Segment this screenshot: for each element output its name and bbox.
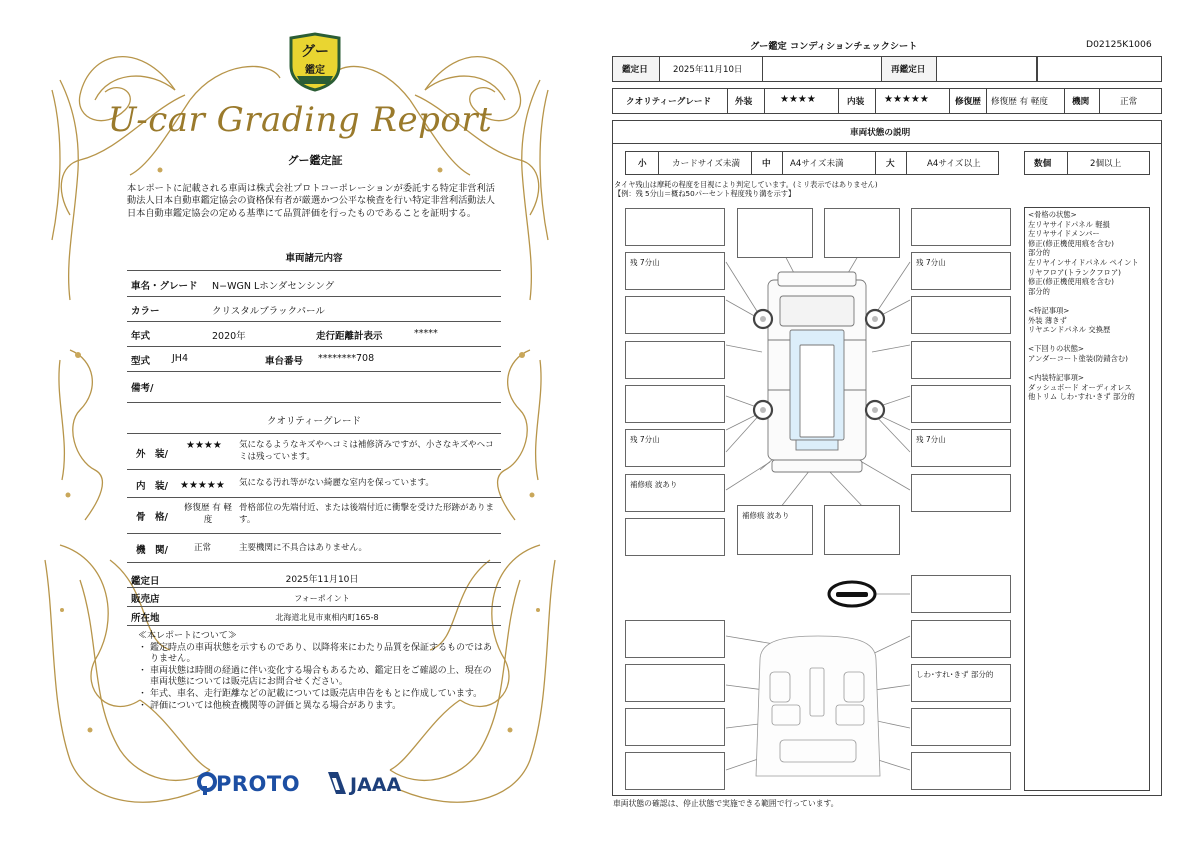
chassis-value: ********708 <box>318 353 375 364</box>
note-item: ・ 年式、車名、走行距離などの記載については販売店申告をもとに作成しています。 <box>138 688 483 699</box>
year-value: 2020年 <box>212 331 246 342</box>
quality-heading: クオリティーグレード <box>266 416 362 427</box>
sheet-repair-value: 修復歴 有 軽度 <box>991 97 1049 107</box>
interior-box <box>911 752 1011 790</box>
address-value: 北海道北見市東相内町165-8 <box>275 613 379 622</box>
damage-box <box>625 341 725 379</box>
quality-label: クオリティーグレード <box>626 97 712 107</box>
damage-box-rear-center: 補修痕 波あり <box>737 505 813 555</box>
interior-box-right: しわ･すれ･きず 部分的 <box>911 664 1011 702</box>
sheet-interior-label: 内装 <box>847 97 865 107</box>
damage-box <box>824 505 900 555</box>
interior-desc: 気になる汚れ等がない綺麗な室内を保っています。 <box>239 478 434 488</box>
reinspect-label: 再鑑定日 <box>891 65 926 75</box>
interior-box <box>911 708 1011 746</box>
jaaa-logo: JAAA <box>350 774 402 796</box>
report-notes <box>138 631 498 712</box>
damage-box <box>911 341 1011 379</box>
badge-text-top: グー <box>301 44 329 60</box>
engine-desc: 主要機関に不具合はありません。 <box>239 543 368 553</box>
sheet-title: グー鑑定 コンディションチェックシート <box>750 41 918 52</box>
divider <box>127 562 501 563</box>
tire-note-2: 【例：残 5分山＝概ね50パーセント程度残り溝を示す】 <box>614 189 796 198</box>
divider <box>127 625 501 626</box>
damage-box-tire-fr: 残 7分山 <box>911 252 1011 290</box>
sheet-date-value: 2025年11月10日 <box>673 65 743 75</box>
damage-box-tire-rl: 残 7分山 <box>625 429 725 467</box>
damage-box <box>625 296 725 334</box>
certificate-body: 本レポートに記載される車両は株式会社プロトコーポレーションが委託する特定非営利活動法人日本自動車鑑定協会の資格保有者が厳選かつ公平な検査を行い特定非営利活動法人日本自動車鑑定協会の定める基準にて品質評価を行ったものであることを証明する。 <box>127 183 495 219</box>
damage-box <box>737 208 813 258</box>
sheet-engine-label: 機関 <box>1072 97 1090 107</box>
damage-box <box>911 575 1011 613</box>
legend-large: 大 <box>886 159 895 169</box>
mileage-label: 走行距離計表示 <box>316 331 383 342</box>
notes-heading: ≪本レポートについて≫ <box>138 631 237 641</box>
divider <box>127 321 501 322</box>
divider <box>127 587 501 588</box>
legend-small-desc: カードサイズ未満 <box>672 159 741 169</box>
divider <box>127 533 501 534</box>
sheet-date-label: 鑑定日 <box>622 65 648 75</box>
goo-kantei-badge <box>287 32 343 92</box>
shop-label: 販売店 <box>131 594 160 605</box>
divider <box>127 270 501 271</box>
sheet-exterior-label: 外装 <box>735 97 753 107</box>
damage-box-tire-rr: 残 7分山 <box>911 429 1011 467</box>
script-title: U-car Grading Report <box>107 100 493 140</box>
proto-logo-icon <box>196 772 218 796</box>
damage-box-rear-left: 補修痕 波あり <box>625 474 725 512</box>
engine-grade: 正常 <box>194 543 212 553</box>
badge-text-bottom: 鑑定 <box>305 65 325 76</box>
divider <box>127 469 501 470</box>
condition-notes: <骨格の状態> 左リヤサイドパネル 軽損 左リヤサイドメンバー 修正(修正機使用痕を含む) 部分的 左リヤインサイドパネル ペイント リヤフロア(トランクフロア) 修正(修正機使用痕を含む) 部分的 <特記事項> 外装 薄きず リヤエンドパネル 交換歴 <下回りの状態> アンダーコート塗装(防錆含む) <内装特記事項> ダッシュボード オーディオレス 他トリム しわ･すれ･きず 部分的 <box>1028 210 1139 402</box>
frame-label: 骨 格/ <box>136 512 168 523</box>
chassis-label: 車台番号 <box>265 356 304 367</box>
engine-label: 機 関/ <box>136 545 168 556</box>
damage-box-tire-fl: 残 7分山 <box>625 252 725 290</box>
car-interior-view <box>756 636 880 776</box>
mileage-value: ***** <box>414 328 438 339</box>
date-label: 鑑定日 <box>131 576 160 587</box>
condition-check-sheet <box>600 0 1200 848</box>
frame-desc: 骨格部位の先端付近、または後端付近に衝撃を受けた形跡があります。 <box>239 503 495 525</box>
note-item: ・ 評価については他検査機関等の評価と異なる場合があります。 <box>138 700 402 711</box>
sheet-interior-grade: ★★★★★ <box>884 94 929 105</box>
car-top-view <box>768 272 866 472</box>
interior-box <box>911 620 1011 658</box>
sheet-repair-label: 修復歴 <box>955 97 981 107</box>
damage-box <box>824 208 900 258</box>
sheet-footer-note: 車両状態の確認は、停止状態で実施できる範囲で行っています。 <box>613 799 839 808</box>
year-label: 年式 <box>131 331 151 342</box>
interior-box <box>625 664 725 702</box>
damage-box <box>911 208 1011 246</box>
damage-box <box>625 518 725 556</box>
exterior-grade: ★★★★ <box>186 440 222 451</box>
divider <box>127 346 501 347</box>
address-label: 所在地 <box>131 613 160 624</box>
condition-heading: 車両状態の説明 <box>850 128 911 138</box>
model-value: JH4 <box>172 353 188 364</box>
interior-box <box>625 752 725 790</box>
interior-label: 内 装/ <box>136 481 168 492</box>
legend-small: 小 <box>638 159 647 169</box>
car-name-value: N−WGN Lホンダセンシング <box>212 281 335 292</box>
divider <box>127 296 501 297</box>
interior-box <box>625 620 725 658</box>
interior-grade: ★★★★★ <box>180 480 225 491</box>
note-item: ・ 車両状態は時間の経過に伴い変化する場合もあるため、鑑定日をご確認の上、現在の車両状態については販売店にお問合せください。 <box>138 665 492 688</box>
exterior-desc: 気になるようなキズやヘコミは補修済みですが、小さなキズやヘコミは残っています。 <box>239 440 494 462</box>
damage-box <box>911 296 1011 334</box>
color-value: クリスタルブラックパール <box>212 306 325 317</box>
divider <box>127 371 501 372</box>
damage-box <box>625 385 725 423</box>
damage-box <box>911 474 1011 512</box>
interior-box <box>625 708 725 746</box>
divider <box>127 433 501 434</box>
legend-count-desc: 2個以上 <box>1090 159 1122 169</box>
damage-box <box>625 208 725 246</box>
legend-large-desc: A4サイズ以上 <box>927 159 981 169</box>
legend-mid-desc: A4サイズ未満 <box>790 159 844 169</box>
certificate-title: グー鑑定証 <box>287 154 343 167</box>
remarks-label: 備考/ <box>131 383 154 394</box>
sheet-engine-value: 正常 <box>1120 97 1138 107</box>
frame-grade: 修復歴 有 軽度 <box>184 503 232 525</box>
jaaa-logo-icon <box>326 770 348 796</box>
exterior-label: 外 装/ <box>136 449 168 460</box>
sheet-exterior-grade: ★★★★ <box>780 94 816 105</box>
car-name-label: 車名・グレード <box>131 281 198 292</box>
divider <box>127 402 501 403</box>
shop-value: フォーポイント <box>294 594 350 603</box>
tire-note-1: タイヤ残山は摩耗の程度を目視により判定しています。(ミリ表示ではありません) <box>614 180 878 189</box>
divider <box>127 497 501 498</box>
divider <box>127 606 501 607</box>
damage-box <box>911 385 1011 423</box>
model-label: 型式 <box>131 356 151 367</box>
proto-logo: PROTO <box>216 772 301 796</box>
note-item: ・ 鑑定時点の車両状態を示すものであり、以降将来にわたり品質を保証するものではありません。 <box>138 642 493 665</box>
legend-count: 数個 <box>1034 159 1052 169</box>
color-label: カラー <box>131 306 160 317</box>
spec-heading: 車両諸元内容 <box>285 253 343 264</box>
date-value: 2025年11月10日 <box>285 575 359 585</box>
legend-mid: 中 <box>762 159 771 169</box>
doc-id: D02125K1006 <box>1086 39 1152 50</box>
